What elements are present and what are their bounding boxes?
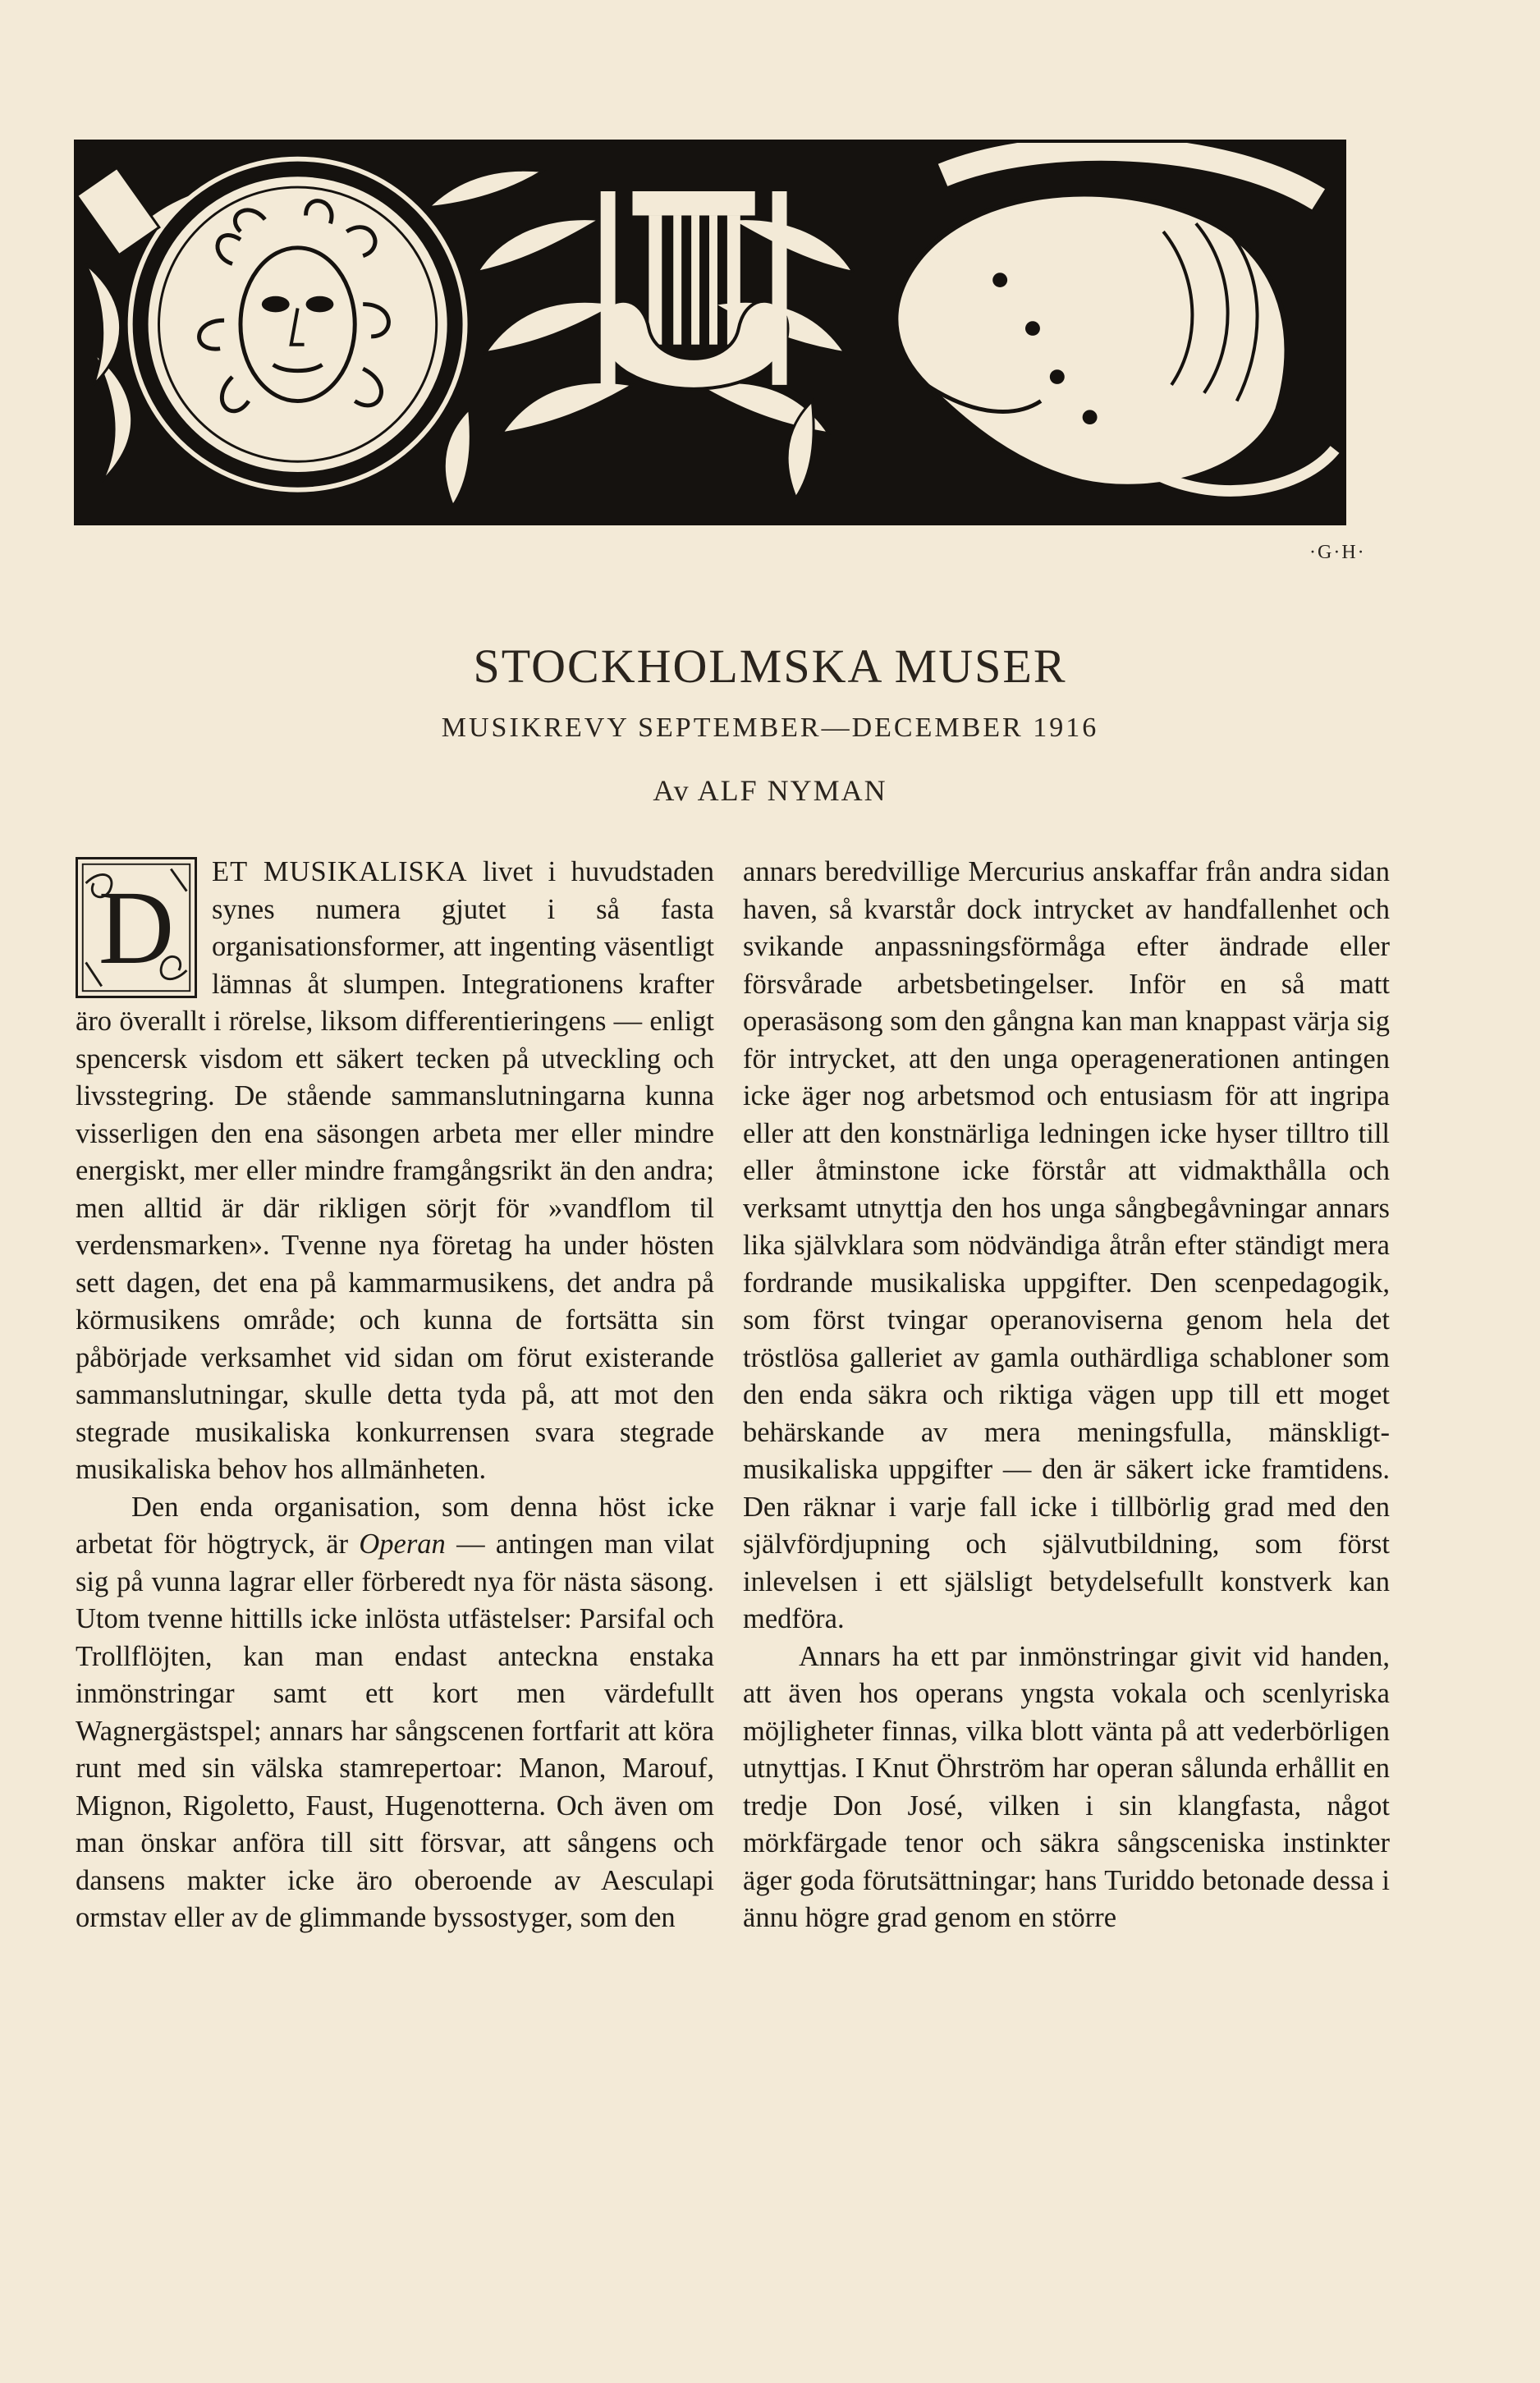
article-title: STOCKHOLMSKA MUSER <box>473 639 1067 693</box>
dropcap-initial <box>76 857 197 998</box>
artist-monogram: ·G·H· <box>1309 542 1366 563</box>
emphasis-operan: Operan <box>359 1528 446 1560</box>
dropcap-letter: D <box>98 869 175 986</box>
paragraph-text: — antingen man vilat sig på vunna lagrar eller förberedt nya för nästa säsong. Utom tvenne hittills icke inlösta utfästelser: Parsifal och Trollflöjten, kan man endast anteckna enstaka inmönstringar samt ett kort men värdefullt Wagnergästspel; annars har sångscenen fortfarit att köra runt med sin välska stamrepertoar: Manon, Marouf, Mignon, Rigoletto, Faust, Hugenotterna. Och även om man önskar anföra till sitt försvar, att sångens och dansens makter icke äro oberoende av Aesculapi ormstav eller av de glimmande byssostyger, som den <box>76 1528 714 1933</box>
paragraph: annars beredvillige Mercurius anskaffar från andra sidan haven, så kvarstår dock intrycket av handfallenhet och svikande anpassningsförmåga efter ändrade eller försvårade arbetsbetingelser. Inför en så matt operasäsong som den gångna kan man knappast värja sig för intrycket, att den unga operagenerationen antingen icke äger nog arbetsmod och entusiasm för att ingripa eller att den konstnärliga ledningen icke hyser tilltro till eller åtminstone icke förstår att vidmakthålla och verksamt utnyttja den hos unga sångbegåvningar annars lika självklara som nödvändiga åtrån efter ständigt mera fordrande musikaliska uppgifter. Den scenpedagogik, som först tvingar operanoviserna genom hela det tröstlösa galleriet av gamla outhärdliga schabloner som den enda säkra och riktiga vägen upp till ett moget behärskande av mera meningsfulla, mänskligt-musikaliska uppgifter — den är säkert icke framtidens. Den räknar i varje fall icke i tillbörlig grad med den självfördjupning och självutbildning, som först inlevelsen i ett själsligt betydelsefullt konstverk kan medföra. <box>743 856 1390 1634</box>
text-column-left <box>76 854 714 1937</box>
text-column-right <box>743 854 1390 1937</box>
paragraph <box>76 1489 714 1937</box>
paragraph-text: livet i huvudstaden synes numera gjutet i så fasta organisationsformer, att ingenting väsentligt lämnas åt slumpen. Integrationens krafter äro överallt i rörelse, liksom differentieringens — enligt spencersk visdom ett säkert tecken på utveckling och livsstegring. De stående sammanslutningarna kunna visserligen den ena säsongen arbeta mer eller mindre energiskt, mer eller mindre framgångsrikt än den andra; men alltid är där rikligen sörjt för »vandflom til verdensmarken». Tvenne nya företag ha under hösten sett dagen, det ena på kammarmusikens, det andra på körmusikens område; och kunna de fortsätta sin påbörjade verksamhet vid sidan om förut existerande sammanslutningar, skulle detta tyda på, att mot den stegrade musikaliska konkurrensen svara stegrade musikaliska behov hos allmänheten. <box>76 856 714 1485</box>
article-byline: Av ALF NYMAN <box>653 774 887 807</box>
paragraph-text: Den enda organisation, som denna höst icke arbetat för högtryck, är <box>76 1491 714 1560</box>
paragraph: Annars ha ett par inmönstringar givit vid handen, att även hos operans yngsta vokala och scenlyriska möjligheter finnas, vilka blott vänta på att vederbörligen utnyttjas. I Knut Öhrström har operan sålunda erhållit en tredje Don José, vilken i sin klangfasta, något mörkfärgade tenor och säkra sångsceniska instinkter äger goda förutsättningar; hans Turiddo betonade dessa i ännu högre grad genom en större <box>743 1640 1390 1933</box>
decorative-banner <box>74 140 1346 525</box>
paragraph <box>76 854 714 1489</box>
article-subtitle: MUSIKREVY SEPTEMBER—DECEMBER 1916 <box>441 713 1099 743</box>
lead-words: ET MUSIKALISKA <box>212 856 468 887</box>
medusa-lyre-helmet-illustration <box>77 143 1343 522</box>
